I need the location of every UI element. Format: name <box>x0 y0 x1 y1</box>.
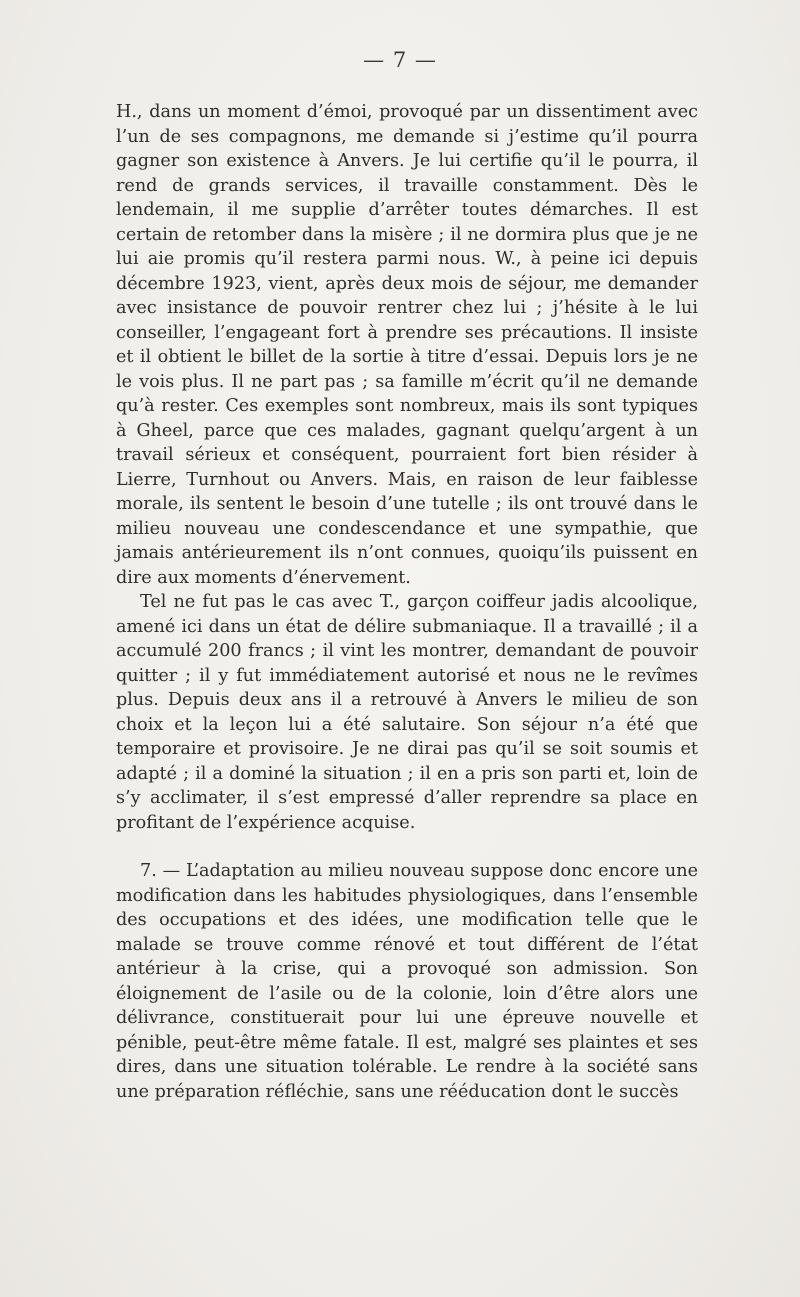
paragraph-3: 7. — L’adaptation au milieu nouveau suppose donc encore une modification dans les habitudes physiologiques, dans l’ensemble des occupations et des idées, une modification telle que le malade se trouve comme rénové et tout différent de l’état antérieur à la crise, qui a provoqué son admission. Son éloignement de l’asile ou de la colonie, loin d’être alors une délivrance, constituerait pour lui une épreuve nouvelle et pénible, peut-être même fatale. Il est, malgré ses plaintes et ses dires, dans une situation tolérable. Le rendre à la société sans une préparation réfléchie, sans une rééducation dont le succès <box>116 861 698 1102</box>
paragraph-1: H., dans un moment d’émoi, provoqué par un dissentiment avec l’un de ses compagnons, me demande si j’estime qu’il pourra gagner son existence à Anvers. Je lui certifie qu’il le pourra, il rend de grands services, il travaille constamment. Dès le lendemain, il me supplie d’arrêter toutes démarches. Il est certain de retomber dans la misère ; il ne dormira plus que je ne lui aie promis qu’il restera parmi nous. W., à peine ici depuis décembre 1923, vient, après deux mois de séjour, me demander avec insistance de pouvoir rentrer chez lui ; j’hésite à le lui conseiller, l’engageant fort à prendre ses précautions. Il insiste et il obtient le billet de la sortie à titre d’essai. Depuis lors je ne le vois plus. Il ne part pas ; sa famille m’écrit qu’il ne demande qu’à rester. Ces exemples sont nombreux, mais ils sont typiques à Gheel, parce que ces malades, gagnant quelqu’argent à un travail sérieux et conséquent, pourraient fort bien résider à Lierre, Turnhout ou Anvers. Mais, en raison de leur faiblesse morale, ils sentent le besoin d’une tutelle ; ils ont trouvé dans le milieu nouveau une condescendance et une sympathie, que jamais antérieurement ils n’ont connues, quoiqu’ils puissent en dire aux moments d’énervement. <box>116 102 698 588</box>
paragraph-2: Tel ne fut pas le cas avec T., garçon coiffeur jadis alcoolique, amené ici dans un état de délire submaniaque. Il a travaillé ; il a accumulé 200 francs ; il vint les montrer, demandant de pouvoir quitter ; il y fut immédiatement autorisé et nous ne le revîmes plus. Depuis deux ans il a retrouvé à Anvers le milieu de son choix et la leçon lui a été salutaire. Son séjour n’a été que temporaire et provisoire. Je ne dirai pas qu’il se soit soumis et adapté ; il a dominé la situation ; il en a pris son parti et, loin de s’y acclimater, il s’est empressé d’aller reprendre sa place en profitant de l’expérience acquise. <box>116 592 698 833</box>
page-number: — 7 — <box>363 48 437 72</box>
body-text <box>116 100 698 1104</box>
